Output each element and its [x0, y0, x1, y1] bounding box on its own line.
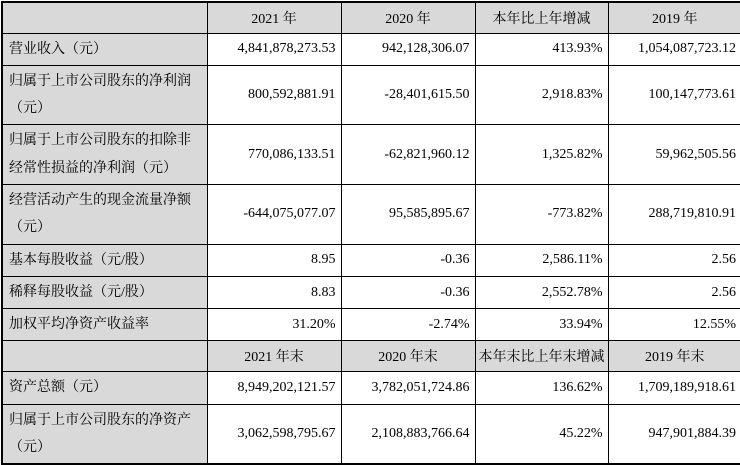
cell-2020: -0.36 [341, 244, 475, 276]
cell-2020: -2.74% [341, 309, 475, 341]
section1-header-2019: 2019 年 [608, 2, 740, 33]
section2-header-empty-cell [2, 341, 207, 372]
section2-header-2020-end: 2020 年末 [341, 341, 475, 372]
cell-yoy-change: 2,586.11% [475, 244, 608, 276]
section2-header-yoy-end-change: 本年末比上年末增减 [475, 341, 608, 372]
table-row-operating-revenue [2, 33, 740, 65]
section2-header-2019-end: 2019 年末 [608, 341, 740, 372]
table-row-net-profit-attributable [2, 65, 740, 125]
cell-yoy-change: -773.82% [475, 184, 608, 244]
financial-summary-table [1, 1, 740, 465]
cell-2020-end: 3,782,051,724.86 [341, 372, 475, 404]
table-row-weighted-average-roe [2, 309, 740, 341]
table-row-net-assets-attributable [2, 404, 740, 464]
table-row-basic-eps [2, 244, 740, 276]
cell-2021: -644,075,077.07 [207, 184, 341, 244]
cell-yoy-change: 1,325.82% [475, 125, 608, 185]
cell-yoy-end-change: 136.62% [475, 372, 608, 404]
cell-2019: 59,962,505.56 [608, 125, 740, 185]
cell-2019: 12.55% [608, 309, 740, 341]
section1-header-row [2, 2, 740, 33]
row-label: 归属于上市公司股东的净资产（元） [2, 404, 207, 464]
section2-header-2021-end: 2021 年末 [207, 341, 341, 372]
cell-2021-end: 3,062,598,795.67 [207, 404, 341, 464]
cell-2021: 8.83 [207, 276, 341, 308]
section1-header-yoy-change: 本年比上年增减 [475, 2, 608, 33]
section1-header-2021: 2021 年 [207, 2, 341, 33]
cell-2020: -28,401,615.50 [341, 65, 475, 125]
cell-yoy-end-change: 45.22% [475, 404, 608, 464]
cell-2021-end: 8,949,202,121.57 [207, 372, 341, 404]
cell-2019: 1,054,087,723.12 [608, 33, 740, 65]
section1-header-2020: 2020 年 [341, 2, 475, 33]
cell-2020: -0.36 [341, 276, 475, 308]
cell-2019: 2.56 [608, 244, 740, 276]
cell-yoy-change: 413.93% [475, 33, 608, 65]
cell-2021: 31.20% [207, 309, 341, 341]
cell-yoy-change: 2,918.83% [475, 65, 608, 125]
cell-yoy-change: 2,552.78% [475, 276, 608, 308]
cell-2019-end: 947,901,884.39 [608, 404, 740, 464]
cell-2020: -62,821,960.12 [341, 125, 475, 185]
cell-2019: 288,719,810.91 [608, 184, 740, 244]
cell-2021: 4,841,878,273.53 [207, 33, 341, 65]
cell-2020: 942,128,306.07 [341, 33, 475, 65]
table-row-net-profit-excl-nonrecurring [2, 125, 740, 185]
row-label: 稀释每股收益（元/股） [2, 276, 207, 308]
row-label: 基本每股收益（元/股） [2, 244, 207, 276]
cell-2021: 770,086,133.51 [207, 125, 341, 185]
table-row-operating-cash-flow [2, 184, 740, 244]
section2-header-row [2, 341, 740, 372]
cell-2019: 100,147,773.61 [608, 65, 740, 125]
row-label: 经营活动产生的现金流量净额（元） [2, 184, 207, 244]
row-label: 资产总额（元） [2, 372, 207, 404]
row-label: 加权平均净资产收益率 [2, 309, 207, 341]
cell-2019: 2.56 [608, 276, 740, 308]
table-row-total-assets [2, 372, 740, 404]
cell-2020-end: 2,108,883,766.64 [341, 404, 475, 464]
cell-2019-end: 1,709,189,918.61 [608, 372, 740, 404]
row-label: 归属于上市公司股东的扣除非经常性损益的净利润（元） [2, 125, 207, 185]
section1-header-empty-cell [2, 2, 207, 33]
row-label: 营业收入（元） [2, 33, 207, 65]
cell-2021: 8.95 [207, 244, 341, 276]
cell-yoy-change: 33.94% [475, 309, 608, 341]
table-row-diluted-eps [2, 276, 740, 308]
cell-2020: 95,585,895.67 [341, 184, 475, 244]
cell-2021: 800,592,881.91 [207, 65, 341, 125]
row-label: 归属于上市公司股东的净利润（元） [2, 65, 207, 125]
